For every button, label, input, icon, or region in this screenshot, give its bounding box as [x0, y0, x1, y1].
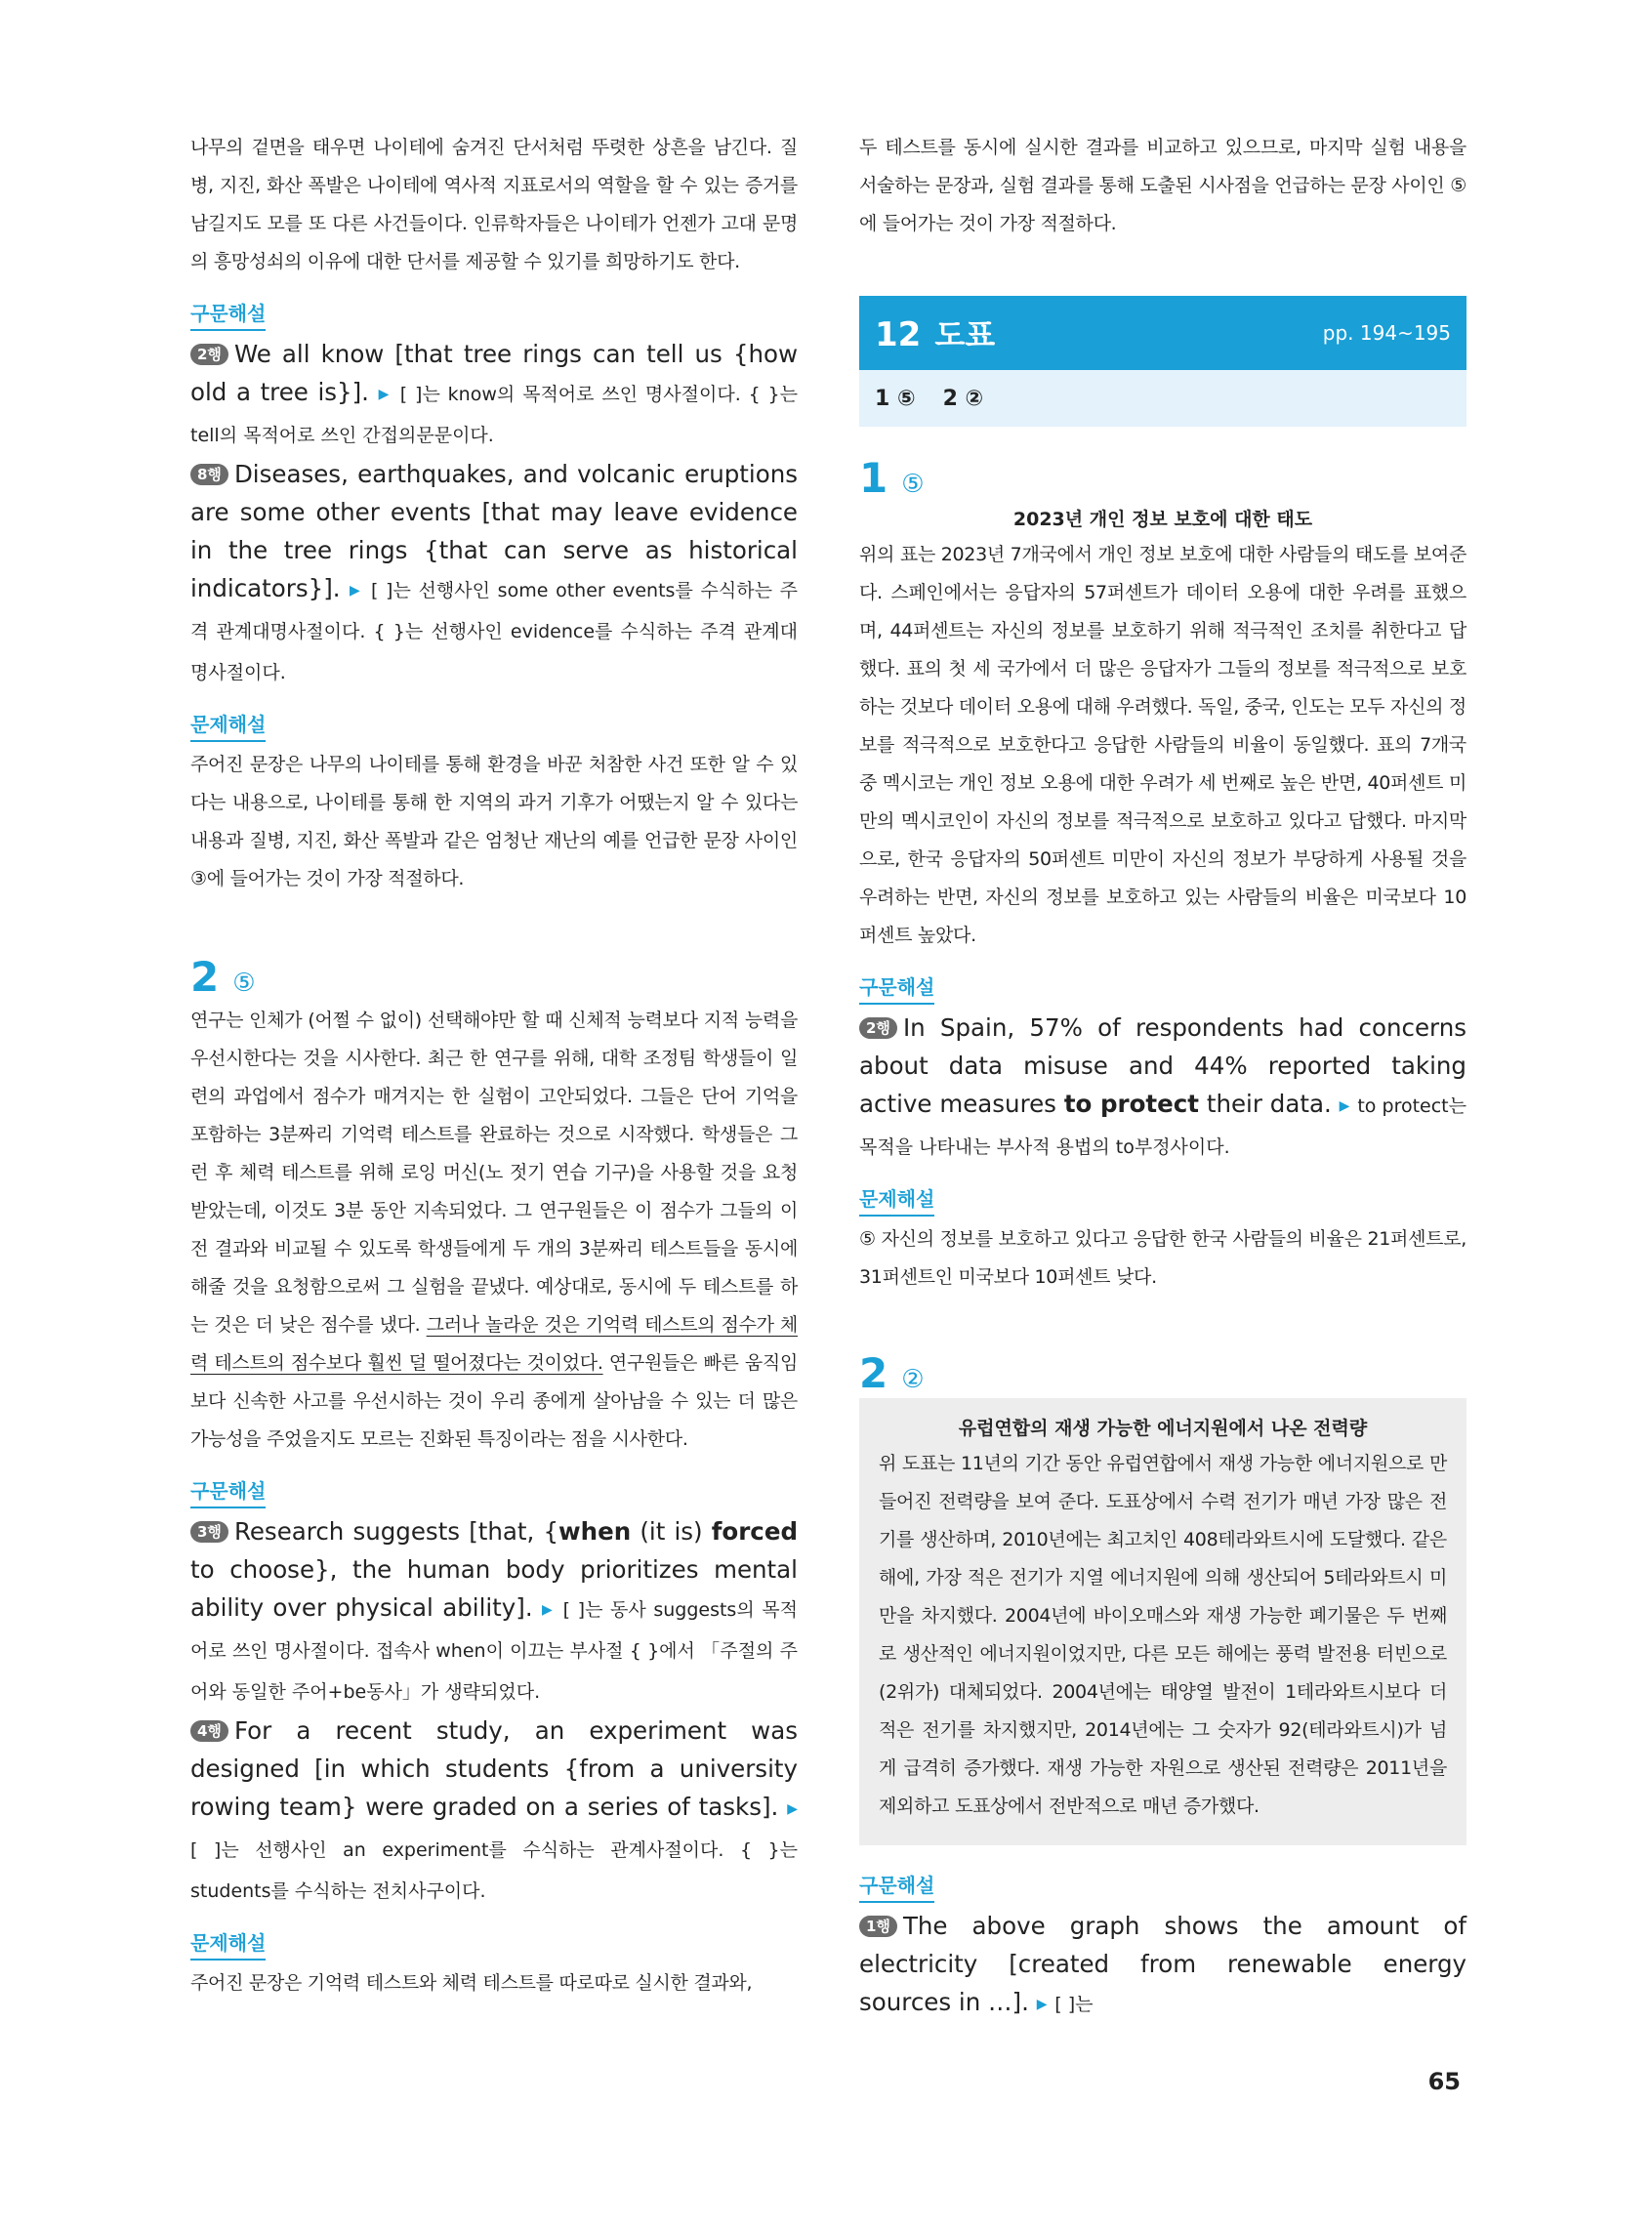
triangle-right-icon: ▶ [350, 583, 362, 599]
question-number: 2 [859, 1349, 888, 1397]
answer-key-item: 2 ② [942, 386, 984, 411]
problem-text: 주어진 문장은 나무의 나이테를 통해 환경을 바꾼 처참한 사건 또한 알 수 있다는 내용으로, 나이테를 통해 한 지역의 과거 기후가 어땠는지 알 수 있다는 내용과 질병, 지진, 화산 폭발과 같은 엄청난 재난의 예를 언급한 문장 사이인 ③에 들어가는 것이 가장 적절하다. [190, 754, 798, 889]
syntax-item [859, 1907, 1466, 2024]
continued-paragraph: 두 테스트를 동시에 실시한 결과를 비교하고 있으므로, 마지막 실험 내용을 서술하는 문장과, 실험 결과를 통해 도출된 시사점을 언급하는 문장 사이인 ⑤에 들어가는 것이 가장 적절하다. [859, 137, 1466, 234]
line-badge: 1행 [859, 1916, 897, 1937]
problem-label: 문제해설 [190, 1928, 266, 1961]
line-badge: 4행 [190, 1720, 228, 1742]
page-range: pp. 194~195 [1322, 321, 1451, 345]
triangle-right-icon: ▶ [378, 387, 392, 402]
answer-key-item: 1 ⑤ [875, 386, 916, 411]
syntax-korean: [ ]는 선행사인 some other events를 수식하는 주격 관계대명사절이다. { }는 선행사인 evidence를 수식하는 주격 관계대명사절이다. [190, 580, 798, 683]
section-title: 도표 [934, 316, 996, 353]
syntax-item [190, 335, 798, 455]
question-answer: ⑤ [232, 969, 256, 998]
triangle-right-icon: ▶ [787, 1801, 798, 1817]
translation-text: 연구는 인체가 (어쩔 수 없이) 선택해야만 할 때 신체적 능력보다 지적 능력을 우선시한다는 것을 시사한다. 최근 한 연구를 위해, 대학 조정팀 학생들이 일련의 과업에서 점수가 매겨지는 한 실험이 고안되었다. 그들은 단어 기억을 포함하는 3분짜리 기억력 테스트를 완료하는 것으로 시작했다. 학생들은 그런 후 체력 테스트를 위해 로잉 머신(노 젓기 연습 기구)을 사용할 것을 요청받았는데, 이것도 3분 동안 지속되었다. 그 연구원들은 이 점수가 그들의 이전 결과와 비교될 수 있도록 학생들에게 두 개의 3분짜리 테스트들을 동시에 해줄 것을 요청함으로써 그 실험을 끝냈다. 예상대로, 동시에 두 테스트를 하는 것은 더 낮은 점수를 냈다. [190, 1010, 798, 1336]
syntax-korean: to protect는 목적을 나타내는 부사적 용법의 to부정사이다. [859, 1095, 1466, 1158]
translation-box [859, 1398, 1466, 1845]
syntax-korean: [ ]는 선행사인 an experiment를 수식하는 관계사절이다. { }는 students를 수식하는 전치사구이다. [190, 1839, 798, 1902]
problem-label: 문제해설 [190, 710, 266, 742]
syntax-item [190, 1712, 798, 1911]
syntax-bold: to protect [1063, 1090, 1199, 1118]
right-column [859, 129, 1466, 2024]
syntax-english: For a recent study, an experiment was designed [in which students {from a university rowing team} were graded on a series of tasks]. [190, 1716, 798, 1821]
syntax-english: The above graph shows the amount of electricity [created from renewable energy sources in …]. [859, 1912, 1466, 2016]
chart-title: 유럽연합의 재생 가능한 에너지원에서 나온 전력량 [958, 1418, 1368, 1439]
question-answer: ⑤ [901, 470, 925, 499]
syntax-item [190, 455, 798, 692]
syntax-label: 구문해설 [190, 299, 266, 331]
question-1-heading [859, 454, 1466, 503]
left-column [190, 129, 798, 2002]
line-badge: 2행 [190, 344, 228, 365]
translation-paragraph: 위 도표는 11년의 기간 동안 유럽연합에서 재생 가능한 에너지원으로 만들어진 전력량을 보여 준다. 도표상에서 수력 전기가 매년 가장 많은 전기를 생산하며, 2010년에는 최고치인 408테라와트시에 도달했다. 같은 해에, 가장 적은 전기가 지열 에너지원에 의해 생산되어 5테라와트시 미만을 차지했다. 2004년에 바이오매스와 재생 가능한 폐기물은 두 번째로 생산적인 에너지원이었지만, 다른 모든 해에는 풍력 발전용 터빈으로 (2위가) 대체되었다. 2004년에는 태양열 발전이 1테라와트시보다 더 적은 전기를 차지했지만, 2014년에는 그 숫자가 92(테라와트시)가 넘게 급격히 증가했다. 재생 가능한 자원으로 생산된 전력량은 2011년을 제외하고 도표상에서 전반적으로 매년 증가했다. [879, 1453, 1447, 1817]
section-banner [859, 296, 1466, 370]
question-2-heading [190, 953, 798, 1002]
question-2-heading [859, 1349, 1466, 1398]
syntax-bold: when [558, 1517, 632, 1546]
line-badge: 3행 [190, 1521, 228, 1543]
syntax-english: Research suggests [that, { [233, 1517, 559, 1546]
translation-paragraph [190, 1002, 798, 1459]
question-answer: ② [901, 1365, 925, 1394]
problem-label: 문제해설 [859, 1184, 934, 1217]
problem-text: 주어진 문장은 기억력 테스트와 체력 테스트를 따로따로 실시한 결과와, [190, 1972, 753, 1994]
translation-paragraph: 위의 표는 2023년 7개국에서 개인 정보 보호에 대한 사람들의 태도를 보여준다. 스페인에서는 응답자의 57퍼센트가 데이터 오용에 대한 우려를 표했으며, 44퍼센트는 자신의 정보를 보호하기 위해 적극적인 조치를 취한다고 답했다. 표의 첫 세 국가에서 더 많은 응답자가 그들의 정보를 적극적으로 보호하는 것보다 데이터 오용에 대해 우려했다. 독일, 중국, 인도는 모두 자신의 정보를 적극적으로 보호한다고 응답한 사람들의 비율이 동일했다. 표의 7개국 중 멕시코는 개인 정보 오용에 대한 우려가 세 번째로 높은 반면, 40퍼센트 미만의 멕시코인이 자신의 정보를 적극적으로 보호하고 있다고 답했다. 마지막으로, 한국 응답자의 50퍼센트 미만이 자신의 정보가 부당하게 사용될 것을 우려하는 반면, 자신의 정보를 보호하고 있는 사람들의 비율은 미국보다 10퍼센트 높았다. [859, 544, 1466, 946]
triangle-right-icon: ▶ [541, 1602, 555, 1618]
underlined-sentence: 그러나 놀라운 것은 기억력 테스트의 점수가 체력 테스트의 점수보다 훨씬 덜 떨어졌다는 것이었다. [190, 1314, 798, 1374]
syntax-english: Diseases, earthquakes, and volcanic eruptions are some other events [that may leave evidence in the tree rings {that can serve as historical indicators}]. [190, 460, 798, 602]
question-number: 1 [859, 454, 888, 502]
answer-key-bar [859, 370, 1466, 427]
triangle-right-icon: ▶ [1036, 1997, 1048, 2012]
syntax-label: 구문해설 [190, 1476, 266, 1508]
question-number: 2 [190, 953, 220, 1001]
translation-text: 연구원들은 빠른 움직임보다 신속한 사고를 우선시하는 것이 우리 종에게 살아남을 수 있는 더 많은 가능성을 주었을지도 모르는 진화된 특징이라는 점을 시사한다. [190, 1352, 799, 1450]
chart-title: 2023년 개인 정보 보호에 대한 태도 [1012, 509, 1313, 530]
syntax-item [859, 1009, 1466, 1167]
syntax-english: In Spain, 57% of respondents had concerns about data misuse and 44% reported taking active measures [859, 1013, 1466, 1118]
line-badge: 8행 [190, 464, 228, 485]
line-badge: 2행 [859, 1017, 897, 1039]
syntax-label: 구문해설 [859, 972, 934, 1005]
syntax-english: We all know [that tree rings can tell us {how old a tree is}]. [190, 340, 798, 406]
syntax-english: (it is) [631, 1517, 712, 1546]
triangle-right-icon: ▶ [1339, 1098, 1350, 1114]
syntax-english: their data. [1198, 1090, 1332, 1118]
section-number: 12 [875, 315, 922, 354]
syntax-korean: [ ]는 know의 목적어로 쓰인 명사절이다. { }는 tell의 목적어로 쓰인 간접의문문이다. [190, 384, 798, 446]
page-number: 65 [1427, 2068, 1461, 2095]
syntax-item [190, 1512, 798, 1712]
intro-paragraph: 나무의 겉면을 태우면 나이테에 숨겨진 단서처럼 뚜렷한 상흔을 남긴다. 질병, 지진, 화산 폭발은 나이테에 역사적 지표로서의 역할을 할 수 있는 증거를 남길지도 모를 또 다른 사건들이다. 인류학자들은 나이테가 언젠가 고대 문명의 흥망성쇠의 이유에 대한 단서를 제공할 수 있기를 희망하기도 한다. [190, 137, 798, 272]
syntax-bold: forced [711, 1517, 798, 1546]
syntax-english: to choose}, the human body prioritizes mental ability over physical ability]. [190, 1555, 798, 1622]
syntax-label: 구문해설 [859, 1871, 934, 1903]
syntax-korean: [ ]는 동사 suggests의 목적어로 쓰인 명사절이다. 접속사 when이 이끄는 부사절 { }에서 「주절의 주어와 동일한 주어+be동사」가 생략되었다. [190, 1599, 798, 1703]
problem-text: ⑤ 자신의 정보를 보호하고 있다고 응답한 한국 사람들의 비율은 21퍼센트로, 31퍼센트인 미국보다 10퍼센트 낮다. [859, 1228, 1466, 1288]
syntax-korean: [ ]는 [1054, 1994, 1094, 2015]
